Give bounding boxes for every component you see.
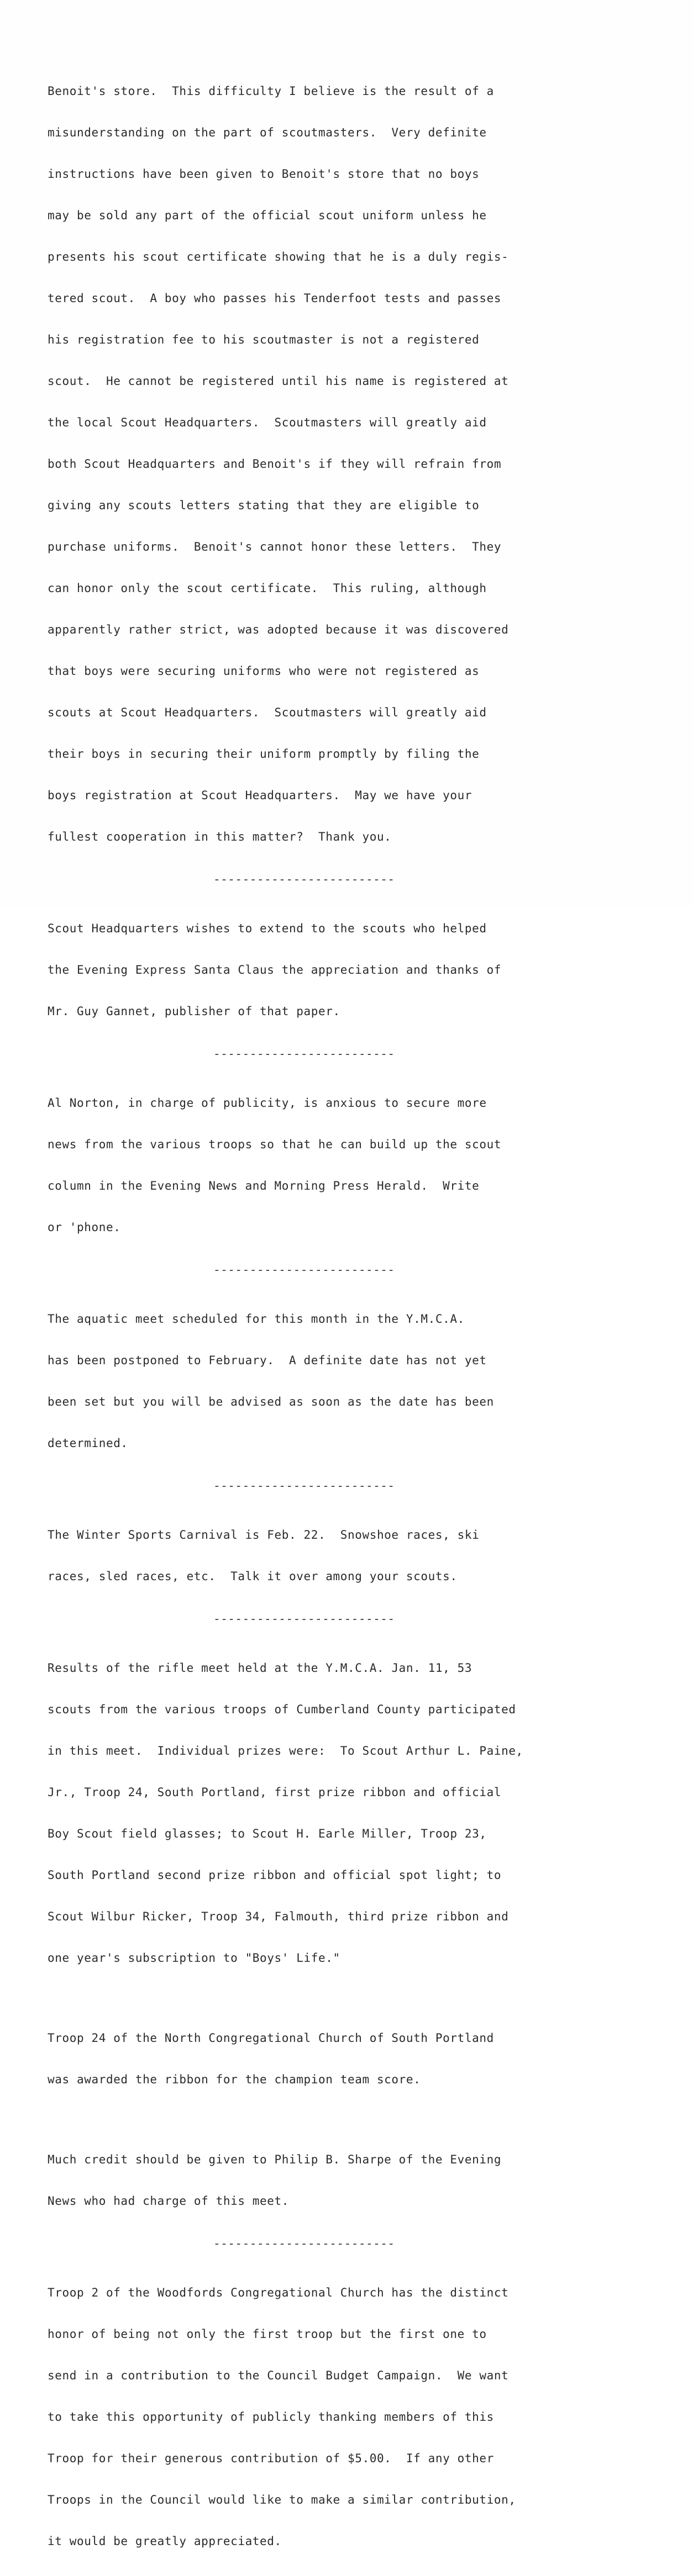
dashed-separator: ------------------------- bbox=[213, 873, 395, 886]
text-line: fullest cooperation in this matter? Thank you. bbox=[48, 830, 392, 843]
text-line: Al Norton, in charge of publicity, is anxious to secure more bbox=[48, 1096, 487, 1110]
text-line: their boys in securing their uniform promptly by filing the bbox=[48, 747, 480, 761]
paragraph-troop-2-contribution bbox=[48, 2258, 573, 2576]
text-line: apparently rather strict, was adopted because it was discovered bbox=[48, 623, 509, 636]
text-line: that boys were securing uniforms who were not registered as bbox=[48, 664, 480, 678]
paragraph-gap bbox=[48, 1993, 573, 2004]
paragraph-aquatic-meet bbox=[48, 1285, 573, 1478]
text-line: Jr., Troop 24, South Portland, first prize ribbon and official bbox=[48, 1786, 502, 1799]
paragraph-troop-24-award bbox=[48, 2004, 573, 2114]
text-line: one year's subscription to "Boys' Life." bbox=[48, 1951, 340, 1965]
text-line: scout. He cannot be registered until his name is registered at bbox=[48, 374, 509, 388]
dashed-separator: ------------------------- bbox=[213, 1479, 395, 1492]
text-line: Troops in the Council would like to make a similar contribution, bbox=[48, 2493, 516, 2506]
text-line: Troop 2 of the Woodfords Congregational Church has the distinct bbox=[48, 2286, 509, 2299]
document-body bbox=[48, 57, 573, 2576]
paragraph-uniform-registration bbox=[48, 57, 573, 872]
text-line: misunderstanding on the part of scoutmasters. Very definite bbox=[48, 126, 487, 139]
text-line: Troop for their generous contribution of $5.00. If any other bbox=[48, 2452, 494, 2465]
text-line: scouts from the various troops of Cumberland County participated bbox=[48, 1703, 516, 1716]
text-line: send in a contribution to the Council Budget Campaign. We want bbox=[48, 2369, 509, 2382]
text-line: to take this opportunity of publicly thanking members of this bbox=[48, 2410, 494, 2424]
paragraph-rifle-meet-results bbox=[48, 1634, 573, 1993]
text-line: both Scout Headquarters and Benoit's if they will refrain from bbox=[48, 457, 502, 471]
text-line: the Evening Express Santa Claus the appreciation and thanks of bbox=[48, 963, 502, 976]
text-line: The aquatic meet scheduled for this month in the Y.M.C.A. bbox=[48, 1312, 465, 1326]
text-line: purchase uniforms. Benoit's cannot honor these letters. They bbox=[48, 540, 502, 553]
text-line: was awarded the ribbon for the champion team score. bbox=[48, 2073, 421, 2086]
text-line: The Winter Sports Carnival is Feb. 22. Snowshoe races, ski bbox=[48, 1528, 480, 1542]
text-line: news from the various troops so that he can build up the scout bbox=[48, 1138, 502, 1151]
text-line: South Portland second prize ribbon and official spot light; to bbox=[48, 1868, 502, 1882]
text-line: races, sled races, etc. Talk it over among your scouts. bbox=[48, 1570, 458, 1583]
dashed-separator: ------------------------- bbox=[213, 2237, 395, 2250]
text-line: determined. bbox=[48, 1437, 128, 1450]
text-line: has been postponed to February. A definite date has not yet bbox=[48, 1354, 487, 1367]
text-line: instructions have been given to Benoit's store that no boys bbox=[48, 167, 480, 181]
text-line: Boy Scout field glasses; to Scout H. Earle Miller, Troop 23, bbox=[48, 1827, 487, 1840]
text-line: scouts at Scout Headquarters. Scoutmasters will greatly aid bbox=[48, 706, 487, 719]
text-line: Much credit should be given to Philip B. Sharpe of the Evening bbox=[48, 2153, 502, 2166]
text-line: may be sold any part of the official scout uniform unless he bbox=[48, 209, 487, 222]
text-line: the local Scout Headquarters. Scoutmasters will greatly aid bbox=[48, 416, 487, 429]
dashed-separator: ------------------------- bbox=[213, 1612, 395, 1625]
paragraph-gap bbox=[48, 2114, 573, 2125]
text-line: tered scout. A boy who passes his Tenderfoot tests and passes bbox=[48, 292, 502, 305]
dashed-separator: ------------------------- bbox=[213, 1263, 395, 1276]
text-line: can honor only the scout certificate. This ruling, although bbox=[48, 582, 487, 595]
text-line: Scout Headquarters wishes to extend to the scouts who helped bbox=[48, 922, 487, 935]
text-line: honor of being not only the first troop but the first one to bbox=[48, 2327, 487, 2341]
text-line: Benoit's store. This difficulty I believe is the result of a bbox=[48, 85, 494, 98]
text-line: in this meet. Individual prizes were: To Scout Arthur L. Paine, bbox=[48, 1744, 523, 1757]
text-line: Mr. Guy Gannet, publisher of that paper. bbox=[48, 1005, 340, 1018]
text-line: column in the Evening News and Morning Press Herald. Write bbox=[48, 1179, 480, 1192]
paragraph-evening-express-thanks bbox=[48, 894, 573, 1046]
text-line: News who had charge of this meet. bbox=[48, 2194, 290, 2208]
text-line: Results of the rifle meet held at the Y.M.C.A. Jan. 11, 53 bbox=[48, 1661, 473, 1675]
paragraph-credit-sharpe bbox=[48, 2125, 573, 2236]
dashed-separator: ------------------------- bbox=[213, 1047, 395, 1060]
text-line: boys registration at Scout Headquarters. May we have your bbox=[48, 789, 473, 802]
text-line: presents his scout certificate showing that he is a duly regis- bbox=[48, 250, 509, 263]
paragraph-winter-carnival bbox=[48, 1501, 573, 1611]
text-line: giving any scouts letters stating that they are eligible to bbox=[48, 499, 480, 512]
text-line: Troop 24 of the North Congregational Church of South Portland bbox=[48, 2031, 494, 2045]
text-line: Scout Wilbur Ricker, Troop 34, Falmouth, third prize ribbon and bbox=[48, 1910, 509, 1923]
text-line: his registration fee to his scoutmaster is not a registered bbox=[48, 333, 480, 346]
text-line: or 'phone. bbox=[48, 1221, 121, 1234]
text-line: been set but you will be advised as soon as the date has been bbox=[48, 1395, 494, 1408]
text-line: it would be greatly appreciated. bbox=[48, 2535, 282, 2548]
paragraph-publicity bbox=[48, 1069, 573, 1262]
